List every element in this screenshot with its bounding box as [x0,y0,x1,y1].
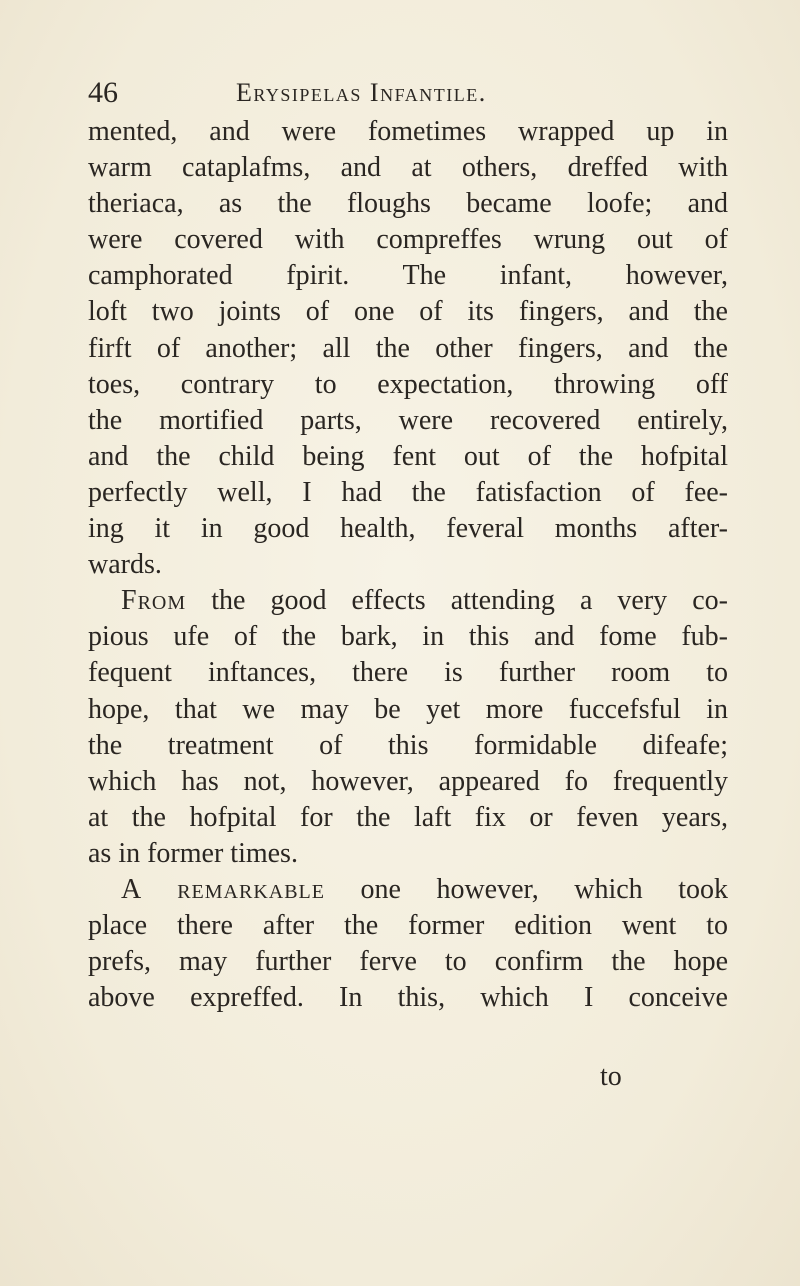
running-head: Erysipelas Infantile. [236,78,487,107]
body-text [88,114,728,1016]
text-line: ing it in good health, feveral months after- [88,513,728,545]
text-line: as in former times. [88,837,298,869]
text-line: were covered with compreffes wrung out of [88,224,728,256]
text-line: camphorated fpirit. The infant, however, [88,260,728,292]
text-line: the treatment of this formidable difeafe; [88,729,728,761]
text-line: above expreffed. In this, which I conceive [88,982,728,1014]
text-line: fequent inftances, there is further room to [88,657,728,689]
page-header [88,76,728,116]
paragraph-line-rest: one however, which took [324,873,728,905]
text-line: hope, that we may be yet more fuccefsful in [88,693,728,725]
text-line: perfectly well, I had the fatisfaction of fee- [88,476,728,508]
text-line: place there after the former edition went to [88,910,728,942]
text-line: at the hofpital for the laft fix or feven years, [88,801,728,833]
paragraph-line-rest: the good effects attending a very co- [186,585,728,617]
paragraph-lead-word: From [121,585,187,617]
text-line: prefs, may further ferve to confirm the hope [88,946,728,978]
text-line: which has not, however, appeared fo frequently [88,765,728,797]
page-number: 46 [88,76,118,109]
text-line: and the child being fent out of the hofpital [88,440,728,472]
text-line: pious ufe of the bark, in this and fome fub- [88,621,728,653]
text-line: wards. [88,549,162,581]
paragraph-start-line [88,872,728,908]
paragraph-start-line [88,583,728,619]
catchword: to [600,1061,622,1092]
text-line: the mortified parts, were recovered entirely, [88,404,728,436]
text-line: toes, contrary to expectation, throwing off [88,368,728,400]
text-line: warm cataplafms, and at others, dreffed with [88,152,728,184]
text-line: mented, and were fometimes wrapped up in [88,116,728,147]
paragraph-lead-word: A remarkable [121,873,325,905]
text-line: loft two joints of one of its fingers, and the [88,296,728,328]
text-line: firft of another; all the other fingers, and the [88,332,728,364]
text-line: theriaca, as the floughs became loofe; and [88,188,728,220]
